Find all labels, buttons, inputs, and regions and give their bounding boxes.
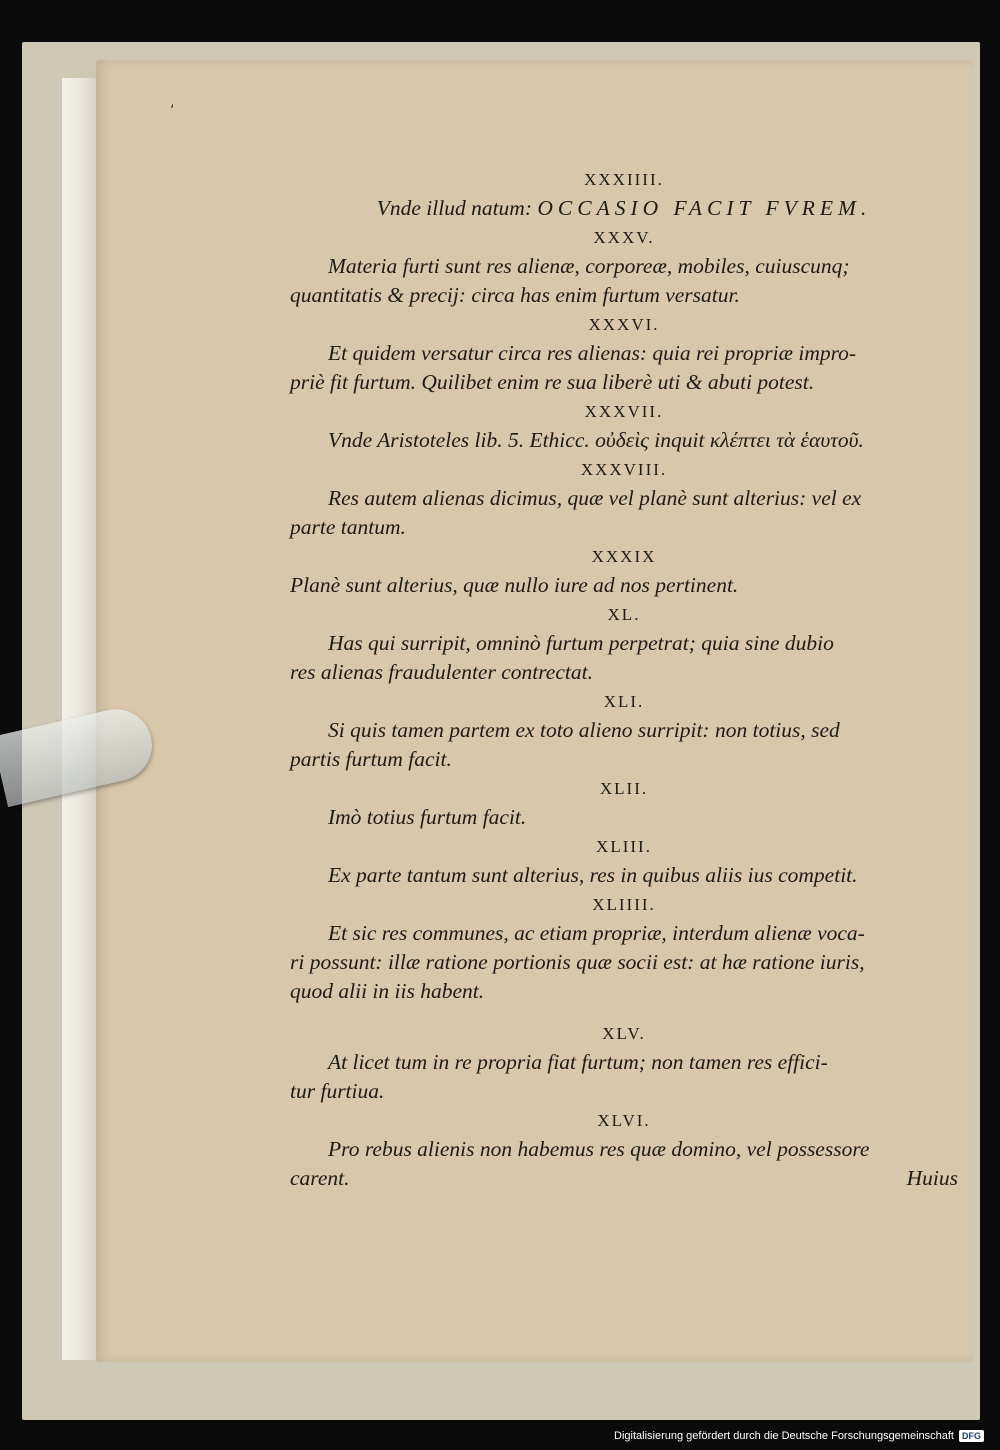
text-line: Imò totius furtum facit. — [328, 805, 527, 829]
text-line: Pro rebus alienis non habemus res quæ domino, vel possessore — [328, 1137, 870, 1161]
catchword: Huius — [906, 1166, 958, 1190]
text-line: quantitatis & precij: circa has enim furtum versatur. — [290, 283, 740, 307]
footer-text: Digitalisierung gefördert durch die Deutsche Forschungsgemeinschaft — [614, 1430, 954, 1442]
text-line: Vnde Aristoteles lib. 5. Ethicc. οὐδεὶς inquit κλέπτει τὰ ἑαυτοῦ. — [328, 428, 864, 452]
page-mark-glyph: ⸲ — [170, 95, 174, 110]
text-line: Ex parte tantum sunt alterius, res in quibus aliis ius competit. — [328, 863, 858, 887]
page-text-block — [290, 165, 958, 1193]
text-line: Materia furti sunt res alienæ, corporeæ, mobiles, cuiuscunq; — [328, 254, 850, 278]
text-line: Planè sunt alterius, quæ nullo iure ad nos pertinent. — [290, 573, 739, 597]
text-line: Si quis tamen partem ex toto alieno surripit: non totius, sed — [328, 718, 840, 742]
text-line: Et sic res communes, ac etiam propriæ, interdum alienæ voca- — [328, 921, 865, 945]
text-line: priè fit furtum. Quilibet enim re sua liberè uti & abuti potest. — [290, 370, 815, 394]
digitization-footer — [614, 1430, 984, 1442]
text-line: quod alii in iis habent. — [290, 979, 485, 1003]
text-line: res alienas fraudulenter contrectat. — [290, 660, 593, 684]
text-line: ri possunt: illæ ratione portionis quæ socii est: at hæ ratione iuris, — [290, 950, 865, 974]
section-number: XXXV. — [593, 228, 655, 247]
section-number: XXXVII. — [584, 402, 664, 421]
section-number: XLII. — [599, 779, 649, 798]
section-number: XXXIIII. — [584, 170, 664, 189]
section-number: XXXVIII. — [580, 460, 668, 479]
text-line: Res autem alienas dicimus, quæ vel planè sunt alterius: vel ex — [328, 486, 862, 510]
text-line: parte tantum. — [290, 515, 406, 539]
text-line: At licet tum in re propria fiat furtum; non tamen res effici- — [328, 1050, 828, 1074]
section-number: XLV. — [602, 1024, 646, 1043]
text-line — [290, 1164, 958, 1193]
section-number: XLIIII. — [592, 895, 656, 914]
section-number: XXXIX — [591, 547, 657, 566]
text-line: tur furtiua. — [290, 1079, 385, 1103]
text-phrase: carent. — [290, 1166, 350, 1190]
text-line — [290, 194, 958, 223]
section-number: XLIII. — [596, 837, 652, 856]
text-phrase: Vnde illud natum: — [376, 196, 532, 220]
section-number: XXXVI. — [588, 315, 660, 334]
text-line: partis furtum facit. — [290, 747, 452, 771]
maxim-phrase: OCCASIO FACIT FVREM. — [537, 196, 872, 220]
text-line: Et quidem versatur circa res alienas: quia rei propriæ impro- — [328, 341, 857, 365]
text-line: Has qui surripit, omninò furtum perpetrat; quia sine dubio — [328, 631, 834, 655]
section-number: XLI. — [603, 692, 645, 711]
dfg-logo: DFG — [959, 1430, 984, 1442]
section-number: XL. — [607, 605, 641, 624]
section-number: XLVI. — [597, 1111, 651, 1130]
